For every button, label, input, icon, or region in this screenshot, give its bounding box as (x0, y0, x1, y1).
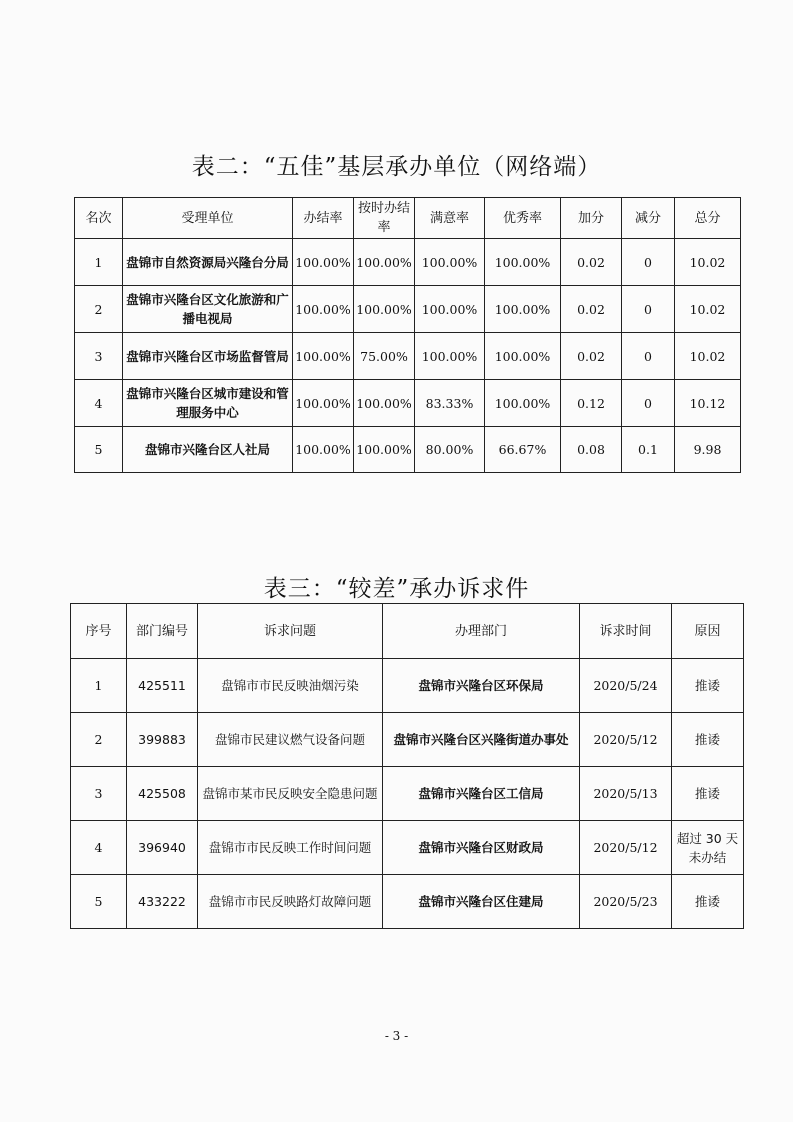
date-cell: 2020/5/23 (580, 875, 672, 929)
rank-cell: 1 (75, 239, 123, 286)
unit-cell: 盘锦市兴隆台区市场监督管局 (123, 333, 293, 380)
table3-header-cell: 办理部门 (383, 604, 580, 659)
value-cell: 0 (622, 333, 675, 380)
table2 (74, 197, 741, 473)
table2-header-cell: 减分 (622, 198, 675, 239)
value-cell: 0.08 (561, 427, 622, 473)
value-cell: 66.67% (485, 427, 561, 473)
table2-header-row (75, 198, 741, 239)
table-row (75, 427, 741, 473)
value-cell: 100.00% (415, 333, 485, 380)
value-cell: 10.02 (675, 239, 741, 286)
value-cell: 0.02 (561, 239, 622, 286)
value-cell: 100.00% (354, 286, 415, 333)
reason-cell: 推诿 (672, 875, 744, 929)
seq-cell: 2 (71, 713, 127, 767)
value-cell: 80.00% (415, 427, 485, 473)
table3 (70, 603, 744, 929)
rank-cell: 4 (75, 380, 123, 427)
table3-header-row (71, 604, 744, 659)
value-cell: 0.1 (622, 427, 675, 473)
reason-cell: 推诿 (672, 659, 744, 713)
value-cell: 100.00% (293, 427, 354, 473)
value-cell: 0.02 (561, 286, 622, 333)
value-cell: 100.00% (293, 286, 354, 333)
issue-cell: 盘锦市市民反映路灯故障问题 (198, 875, 383, 929)
value-cell: 100.00% (415, 239, 485, 286)
table-row (71, 875, 744, 929)
issue-cell: 盘锦市市民反映工作时间问题 (198, 821, 383, 875)
table2-header-cell: 名次 (75, 198, 123, 239)
value-cell: 0 (622, 239, 675, 286)
reason-cell: 推诿 (672, 713, 744, 767)
value-cell: 10.02 (675, 333, 741, 380)
value-cell: 100.00% (293, 380, 354, 427)
value-cell: 100.00% (293, 239, 354, 286)
dept-code-cell: 433222 (127, 875, 198, 929)
dept-code-cell: 399883 (127, 713, 198, 767)
table2-header-cell: 按时办结率 (354, 198, 415, 239)
handling-dept-cell: 盘锦市兴隆台区环保局 (383, 659, 580, 713)
table-row (75, 239, 741, 286)
unit-cell: 盘锦市自然资源局兴隆台分局 (123, 239, 293, 286)
table-row (75, 380, 741, 427)
issue-cell: 盘锦市民建议燃气设备问题 (198, 713, 383, 767)
value-cell: 100.00% (415, 286, 485, 333)
date-cell: 2020/5/24 (580, 659, 672, 713)
date-cell: 2020/5/13 (580, 767, 672, 821)
dept-code-cell: 425511 (127, 659, 198, 713)
page-number: - 3 - (384, 1029, 409, 1043)
table2-header-cell: 加分 (561, 198, 622, 239)
value-cell: 10.12 (675, 380, 741, 427)
table3-title: 表三：“较差”承办诉求件 (263, 576, 530, 602)
seq-cell: 1 (71, 659, 127, 713)
unit-cell: 盘锦市兴隆台区文化旅游和广播电视局 (123, 286, 293, 333)
unit-cell: 盘锦市兴隆台区城市建设和管理服务中心 (123, 380, 293, 427)
value-cell: 0 (622, 380, 675, 427)
rank-cell: 2 (75, 286, 123, 333)
table3-header-cell: 原因 (672, 604, 744, 659)
dept-code-cell: 396940 (127, 821, 198, 875)
table-row (71, 767, 744, 821)
value-cell: 100.00% (485, 239, 561, 286)
table-row (71, 713, 744, 767)
table-row (71, 821, 744, 875)
value-cell: 0 (622, 286, 675, 333)
handling-dept-cell: 盘锦市兴隆台区工信局 (383, 767, 580, 821)
table3-header-cell: 序号 (71, 604, 127, 659)
value-cell: 75.00% (354, 333, 415, 380)
value-cell: 0.02 (561, 333, 622, 380)
issue-cell: 盘锦市某市民反映安全隐患问题 (198, 767, 383, 821)
seq-cell: 3 (71, 767, 127, 821)
table3-header-cell: 部门编号 (127, 604, 198, 659)
reason-cell: 推诿 (672, 767, 744, 821)
table2-header-cell: 受理单位 (123, 198, 293, 239)
unit-cell: 盘锦市兴隆台区人社局 (123, 427, 293, 473)
date-cell: 2020/5/12 (580, 821, 672, 875)
reason-cell: 超过 30 天未办结 (672, 821, 744, 875)
dept-code-cell: 425508 (127, 767, 198, 821)
table2-header-cell: 满意率 (415, 198, 485, 239)
seq-cell: 5 (71, 875, 127, 929)
value-cell: 100.00% (293, 333, 354, 380)
rank-cell: 5 (75, 427, 123, 473)
rank-cell: 3 (75, 333, 123, 380)
handling-dept-cell: 盘锦市兴隆台区兴隆街道办事处 (383, 713, 580, 767)
value-cell: 9.98 (675, 427, 741, 473)
table3-header-cell: 诉求时间 (580, 604, 672, 659)
value-cell: 10.02 (675, 286, 741, 333)
table-row (71, 659, 744, 713)
handling-dept-cell: 盘锦市兴隆台区住建局 (383, 875, 580, 929)
table2-header-cell: 办结率 (293, 198, 354, 239)
handling-dept-cell: 盘锦市兴隆台区财政局 (383, 821, 580, 875)
value-cell: 100.00% (485, 380, 561, 427)
value-cell: 100.00% (354, 239, 415, 286)
table2-header-cell: 优秀率 (485, 198, 561, 239)
value-cell: 100.00% (485, 333, 561, 380)
table2-title: 表二：“五佳”基层承办单位（网络端） (191, 154, 602, 180)
table-row (75, 333, 741, 380)
value-cell: 100.00% (354, 427, 415, 473)
value-cell: 0.12 (561, 380, 622, 427)
value-cell: 83.33% (415, 380, 485, 427)
value-cell: 100.00% (485, 286, 561, 333)
seq-cell: 4 (71, 821, 127, 875)
date-cell: 2020/5/12 (580, 713, 672, 767)
issue-cell: 盘锦市市民反映油烟污染 (198, 659, 383, 713)
table-row (75, 286, 741, 333)
value-cell: 100.00% (354, 380, 415, 427)
table2-header-cell: 总分 (675, 198, 741, 239)
table3-header-cell: 诉求问题 (198, 604, 383, 659)
